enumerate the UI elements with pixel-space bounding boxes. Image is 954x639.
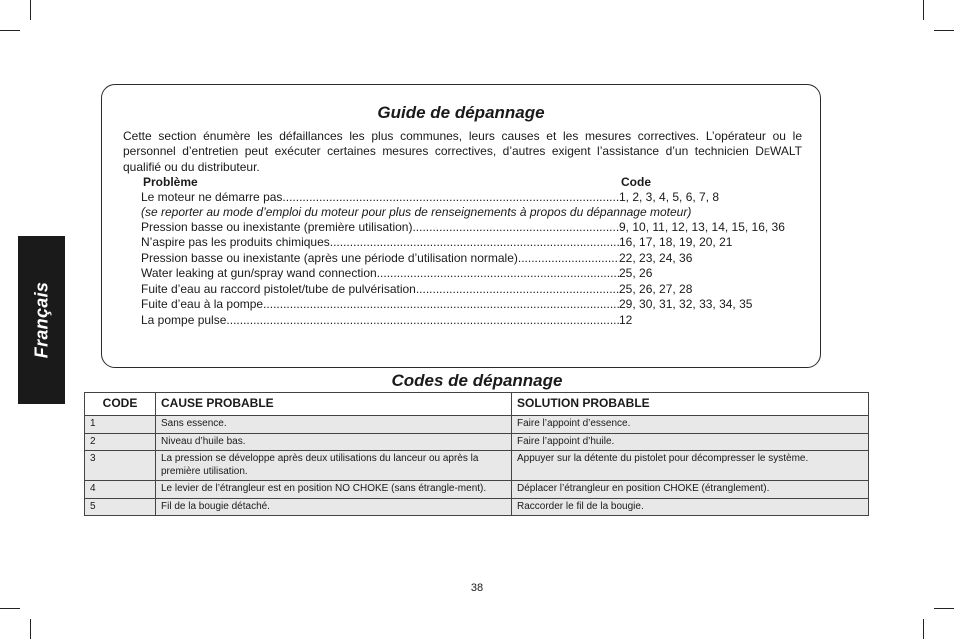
- intro-text-part2: WALT qualifié ou du distributeur.: [123, 144, 802, 174]
- table-row: [85, 451, 869, 481]
- cell-cause: Le levier de l’étrangleur est en position NO CHOKE (sans étrangle-ment).: [156, 481, 512, 499]
- problem-codes: 9, 10, 11, 12, 13, 14, 15, 16, 36: [619, 219, 785, 234]
- crop-mark: [0, 30, 20, 31]
- table-row: [85, 433, 869, 451]
- intro-brand-small: E: [763, 147, 770, 157]
- column-header-solution: SOLUTION PROBABLE: [512, 393, 869, 416]
- problem-row: [141, 282, 821, 298]
- crop-mark: [0, 608, 20, 609]
- column-header-cause: CAUSE PROBABLE: [156, 393, 512, 416]
- problem-codes: 29, 30, 31, 32, 33, 34, 35: [619, 297, 753, 311]
- cell-cause: Sans essence.: [156, 416, 512, 434]
- column-header-code: CODE: [85, 393, 156, 416]
- table-row: [85, 481, 869, 499]
- cell-code: 1: [85, 416, 156, 434]
- cell-code: 2: [85, 433, 156, 451]
- problem-row: [141, 266, 821, 282]
- problem-codes: 1, 2, 3, 4, 5, 6, 7, 8: [619, 190, 720, 204]
- cell-code: 4: [85, 481, 156, 499]
- cell-solution: Faire l’appoint d’huile.: [512, 433, 869, 451]
- problem-name: N’aspire pas les produits chimiques: [141, 235, 330, 249]
- problem-list-header: [141, 175, 821, 190]
- problem-codes: 25, 26: [619, 266, 653, 280]
- cell-solution: Déplacer l’étrangleur en position CHOKE (étranglement).: [512, 481, 869, 499]
- problem-row: [141, 251, 821, 267]
- cell-cause: Niveau d’huile bas.: [156, 433, 512, 451]
- problem-name: Pression basse ou inexistante (après une période d’utilisation normale): [141, 250, 518, 265]
- header-code: Code: [621, 175, 651, 189]
- table-header-row: [85, 393, 869, 416]
- troubleshooting-guide-box: [101, 84, 821, 368]
- problem-note: (se reporter au mode d’emploi du moteur pour plus de renseignements à propos du dépannage moteur): [141, 204, 692, 219]
- cell-cause: Fil de la bougie détaché.: [156, 498, 512, 516]
- problem-codes: 22, 23, 24, 36: [619, 250, 693, 265]
- problem-name: Pression basse ou inexistante (première utilisation): [141, 219, 413, 234]
- cell-solution: Faire l’appoint d’essence.: [512, 416, 869, 434]
- problem-name: Fuite d’eau à la pompe: [141, 297, 264, 311]
- cell-cause: La pression se développe après deux utilisations du lanceur ou après la première utilisation.: [156, 451, 512, 481]
- codes-title: Codes de dépannage: [391, 371, 563, 390]
- cell-solution: Raccorder le fil de la bougie.: [512, 498, 869, 516]
- problem-name: Fuite d’eau au raccord pistolet/tube de pulvérisation: [141, 281, 416, 296]
- table-row: [85, 416, 869, 434]
- crop-mark: [30, 0, 31, 20]
- problem-row: [141, 220, 821, 236]
- crop-mark: [923, 619, 924, 639]
- problem-name: La pompe pulse: [141, 312, 227, 327]
- crop-mark: [923, 0, 924, 20]
- problem-row: [141, 190, 821, 206]
- problem-codes: 25, 26, 27, 28: [619, 281, 693, 296]
- cell-code: 5: [85, 498, 156, 516]
- cell-code: 3: [85, 451, 156, 481]
- problem-name: Le moteur ne démarre pas: [141, 190, 283, 204]
- problem-codes: 12: [619, 312, 633, 327]
- intro-text-part1: Cette section énumère les défaillances les plus communes, leurs causes et les mesures correctives. L’opérateur ou le personnel d’entretien peut exécuter certaines mesures correctives, d’autres exigent l’assistance d’un technicien D: [123, 129, 802, 158]
- crop-mark: [30, 619, 31, 639]
- crop-mark: [934, 30, 954, 31]
- troubleshooting-codes-table: [84, 392, 869, 516]
- problem-row: [141, 313, 821, 329]
- problem-name: Water leaking at gun/spray wand connection: [141, 266, 377, 280]
- language-label: Français: [31, 281, 51, 359]
- header-problem: Problème: [143, 175, 198, 189]
- problem-codes: 16, 17, 18, 19, 20, 21: [619, 235, 733, 249]
- problem-row: [141, 297, 821, 313]
- table-row: [85, 498, 869, 516]
- page-number: 38: [470, 582, 484, 594]
- cell-solution: Appuyer sur la détente du pistolet pour décompresser le système.: [512, 451, 869, 481]
- guide-intro: [123, 129, 802, 175]
- crop-mark: [934, 608, 954, 609]
- problem-row: [141, 235, 821, 251]
- guide-title: Guide de dépannage: [377, 103, 545, 122]
- problem-list: [141, 175, 821, 328]
